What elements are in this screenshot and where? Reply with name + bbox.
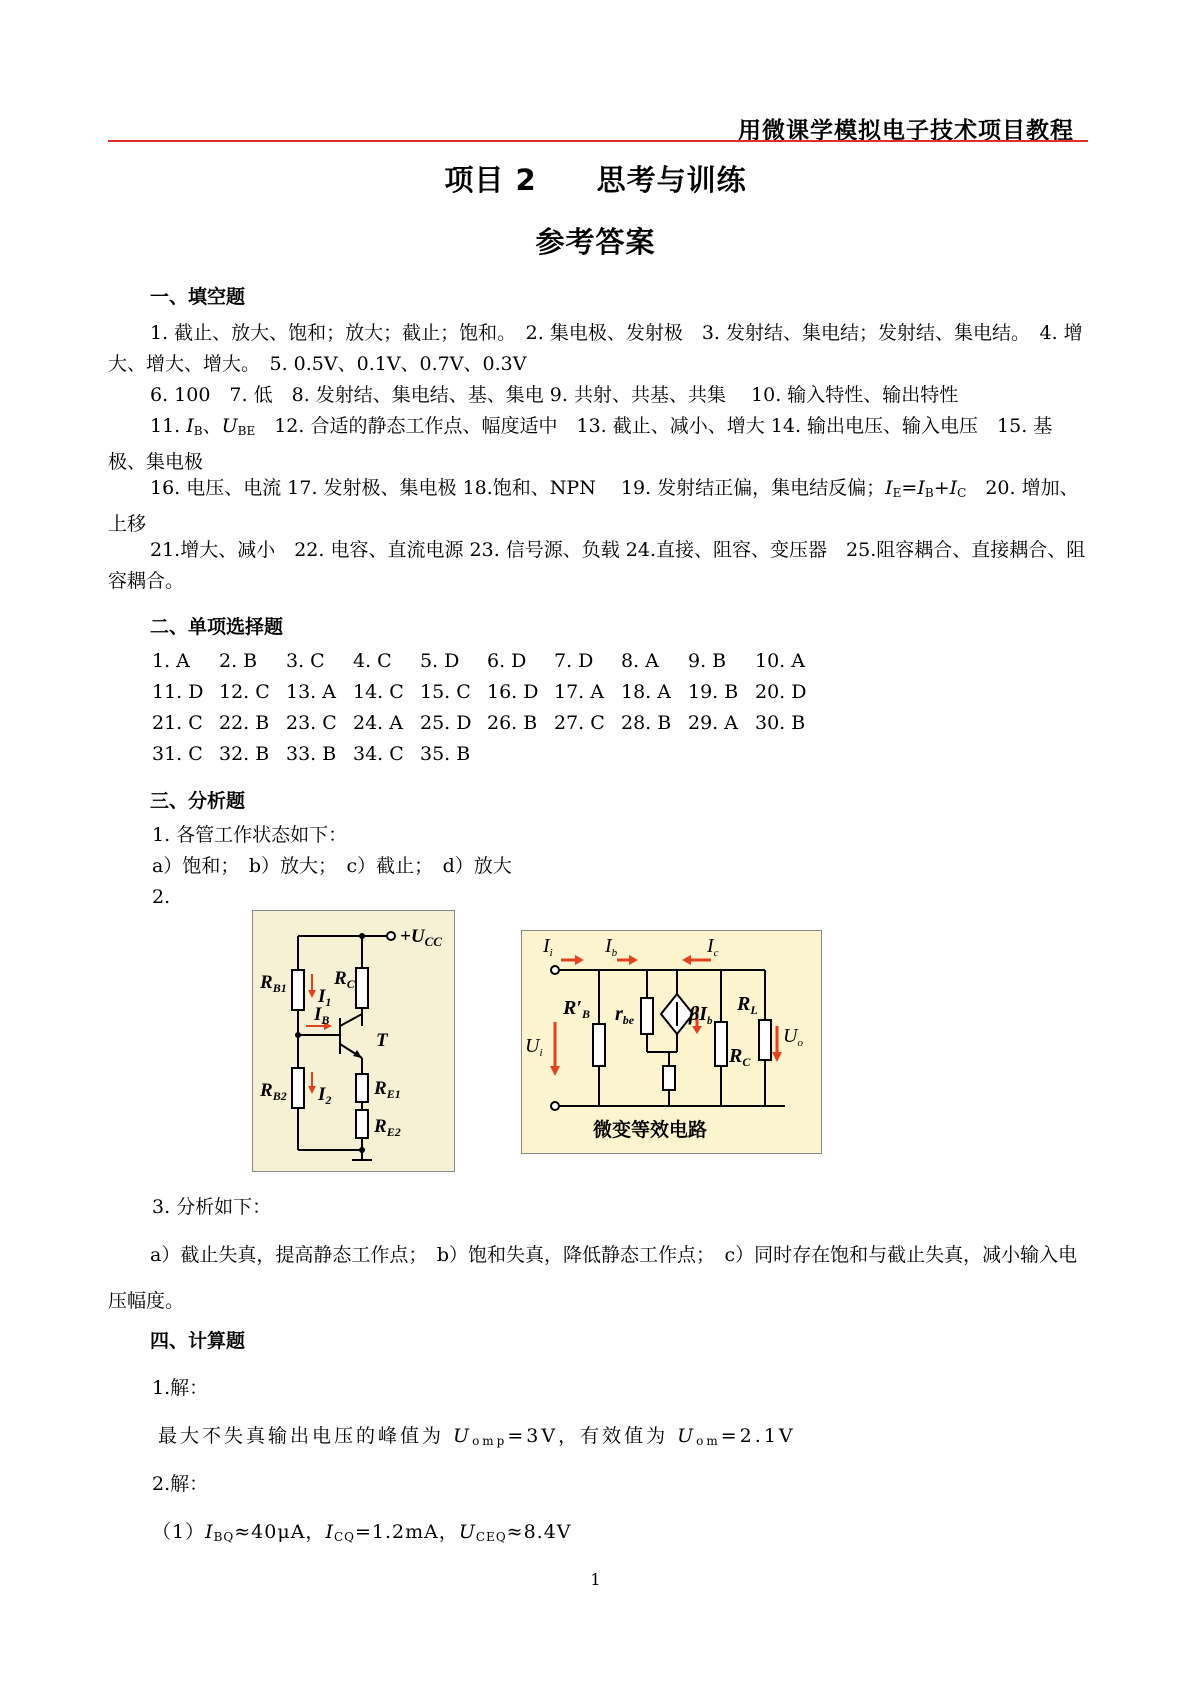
label-rb2: R [260, 1080, 273, 1101]
fill-line-4-plus: + [933, 477, 950, 499]
choice-answer: 34. C [353, 743, 404, 765]
symbol-ib-sub: B [193, 424, 203, 438]
choice-answer-row [152, 677, 822, 708]
section-heading-analysis: 三、分析题 [150, 790, 246, 812]
fill-line-5: 21.增大、减小 22. 电容、直流电源 23. 信号源、负载 24.直接、阻容、变压器 25.阻容耦合、直接耦合、阻容耦合。 [108, 539, 1086, 592]
label-ui: U [525, 1035, 540, 1057]
equivalent-circuit-caption: 微变等效电路 [593, 1119, 708, 1141]
section-heading-calc: 四、计算题 [150, 1330, 246, 1352]
resistor-rb2-icon [292, 1068, 304, 1108]
choice-answer: 20. D [755, 681, 807, 703]
choice-answer: 10. A [755, 650, 805, 672]
symbol-ic: I [949, 477, 958, 499]
choice-answer: 29. A [688, 712, 738, 734]
label-i2: I [318, 1084, 326, 1105]
choice-answer: 12. C [219, 681, 270, 703]
bias-circuit-diagram [252, 910, 455, 1172]
choice-answer: 28. B [621, 712, 672, 734]
symbol-ie-sub: E [892, 486, 902, 500]
page-title: 项目 2 思考与训练 [444, 163, 747, 197]
symbol-ube-sub: BE [237, 424, 256, 438]
label-transistor: T [376, 1030, 388, 1051]
choice-answer: 16. D [487, 681, 539, 703]
label-ii: I [543, 935, 550, 957]
symbol-ie: I [885, 477, 893, 499]
section-heading-fill: 一、填空题 [150, 286, 246, 308]
choice-answer: 23. C [286, 712, 337, 734]
choice-answer: 8. A [621, 650, 659, 672]
fill-line-4-text: 16. 电压、电流 17. 发射极、集电极 18.饱和、NPN 19. 发射结正偏，集电结反偏； [150, 477, 886, 499]
choice-answer: 2. B [219, 650, 258, 672]
choice-answer: 31. C [152, 743, 203, 765]
resistor-rb-prime-icon [593, 1024, 605, 1066]
choice-answer: 3. C [286, 650, 325, 672]
label-vcc-sub: CC [424, 934, 442, 949]
choice-answer: 9. B [688, 650, 727, 672]
label-rbe: r [615, 1003, 623, 1025]
choice-answer: 27. C [554, 712, 605, 734]
label-rb-prime-sub: B [581, 1007, 590, 1021]
label-uo: U [783, 1025, 798, 1047]
label-rc-sub: C [346, 977, 355, 991]
fill-line-3-num: 11. [150, 415, 187, 437]
label-re2-sub: E2 [386, 1125, 401, 1139]
symbol-uomp-sub: omp [472, 1434, 508, 1448]
choice-answer: 17. A [554, 681, 604, 703]
symbol-uceq: U [458, 1521, 476, 1543]
resistor-rb1-icon [292, 970, 304, 1010]
calc-2-text-d: ≈8.4V [506, 1521, 572, 1543]
fill-answers-11-15 [108, 411, 1088, 478]
calc-solution-1: 1.解： [152, 1377, 209, 1399]
choice-answer: 35. B [420, 743, 471, 765]
choice-answer: 24. A [353, 712, 403, 734]
choice-answer: 32. B [219, 743, 270, 765]
fill-line-1: 1. 截止、放大、饱和；放大；截止；饱和。 2. 集电极、发射极 3. 发射结、集电结；发射结、集电结。 4. 增大、增大、增大。 5. 0.5V、0.1V、0.7V、0.3V [108, 322, 1083, 375]
page-number: 1 [590, 1570, 601, 1589]
symbol-ic-sub: C [957, 486, 967, 500]
label-vcc: +U [400, 926, 425, 947]
choice-answer: 26. B [487, 712, 538, 734]
label-i1: I [318, 986, 326, 1007]
symbol-ib: I [186, 415, 194, 437]
choice-answer: 25. D [420, 712, 472, 734]
fill-answers-6-10 [108, 380, 1088, 411]
bias-circuit-frame [253, 911, 455, 1172]
label-rb-prime: R′ [563, 997, 582, 1019]
equivalent-circuit-diagram [521, 930, 822, 1154]
calc-solution-2: 2.解： [152, 1473, 209, 1495]
analysis-q3-answer [108, 1232, 1088, 1324]
label-ib-phasor-sub: b [611, 947, 618, 959]
choice-answer: 30. B [755, 712, 806, 734]
symbol-icq-sub: CQ [333, 1530, 355, 1544]
symbol-ibq: I [205, 1521, 214, 1543]
label-ib-sub: B [321, 1013, 330, 1027]
symbol-uom: U [677, 1425, 697, 1447]
fill-line-4-rest: 20. 增加、上移 [108, 477, 1079, 535]
choice-answer: 22. B [219, 712, 270, 734]
choice-answer: 1. A [152, 650, 190, 672]
resistor-re2-icon [356, 1110, 368, 1138]
label-re2: R [374, 1116, 387, 1137]
symbol-uom-sub: om [696, 1434, 721, 1448]
choice-answer: 13. A [286, 681, 336, 703]
label-rb1: R [260, 972, 273, 993]
resistor-rbe-icon [641, 998, 653, 1034]
choice-answer: 7. D [554, 650, 594, 672]
fill-answers-21-25 [108, 535, 1088, 597]
choice-answer: 15. C [420, 681, 471, 703]
symbol-uomp: U [453, 1425, 473, 1447]
resistor-rc-icon [356, 968, 368, 1008]
resistor-re1-icon [356, 1074, 368, 1102]
resistor-rl-icon [759, 1020, 771, 1060]
choice-answer: 6. D [487, 650, 527, 672]
label-re1-sub: E1 [386, 1087, 401, 1101]
calc-2-text-c: =1.2mA， [354, 1521, 459, 1543]
label-beta-ib-sub: b [707, 1015, 713, 1027]
choice-answer: 14. C [353, 681, 404, 703]
choice-answer-grid [152, 646, 822, 770]
calc-1-text-b: =3V，有效值为 [507, 1425, 678, 1447]
symbol-uceq-sub: CEQ [475, 1530, 507, 1544]
choice-answer: 21. C [152, 712, 203, 734]
symbol-ib-2-sub: B [924, 486, 934, 500]
page-subtitle: 参考答案 [535, 225, 656, 259]
book-title: 用微课学模拟电子技术项目教程 [738, 118, 1074, 144]
calc-2-text-b: ≈40μA， [234, 1521, 326, 1543]
fill-answers-1-5 [108, 318, 1088, 380]
symbol-ib-2: I [917, 477, 925, 499]
calc-solution-1-answer [158, 1421, 796, 1456]
resistor-rc-icon [715, 1022, 727, 1066]
label-ii-sub: i [549, 947, 553, 959]
analysis-q3: 3. 分析如下： [152, 1196, 272, 1218]
resistor-emitter-icon [663, 1066, 675, 1090]
analysis-q2: 2. [152, 886, 171, 908]
label-rl-sub: L [750, 1003, 758, 1017]
label-rl: R [737, 993, 751, 1015]
label-rc-eq: R [729, 1045, 743, 1067]
analysis-q3-answer-text: a）截止失真，提高静态工作点； b）饱和失真，降低静态工作点； c）同时存在饱和与截止失真，减小输入电压幅度。 [108, 1244, 1078, 1312]
fill-line-4-eq: = [901, 477, 918, 499]
calc-solution-2-answer [152, 1517, 572, 1552]
symbol-ibq-sub: BQ [213, 1530, 235, 1544]
choice-answer-row [152, 646, 822, 677]
calc-1-text-c: =2.1V [720, 1425, 796, 1447]
symbol-ube: U [221, 415, 238, 437]
choice-answer: 5. D [420, 650, 460, 672]
fill-line-3-sep: 、 [202, 415, 222, 437]
label-rc: R [334, 968, 347, 989]
choice-answer: 33. B [286, 743, 337, 765]
label-ib-phasor: I [605, 935, 612, 957]
section-heading-choice: 二、单项选择题 [150, 616, 284, 638]
choice-answer-row [152, 739, 822, 770]
choice-answer: 4. C [353, 650, 392, 672]
label-ui-sub: i [539, 1047, 543, 1059]
label-uo-sub: o [797, 1037, 803, 1049]
label-ib: I [314, 1004, 322, 1025]
label-ic-phasor-sub: c [713, 947, 719, 959]
choice-answer: 18. A [621, 681, 671, 703]
symbol-icq: I [325, 1521, 334, 1543]
header-rule [108, 140, 1088, 142]
label-rc-eq-sub: C [742, 1055, 751, 1069]
label-beta-ib: βI [689, 1003, 708, 1025]
label-rbe-sub: be [622, 1013, 635, 1027]
running-header [108, 108, 1088, 142]
label-i1-sub: 1 [325, 995, 332, 1009]
label-re1: R [374, 1078, 387, 1099]
calc-2-text-a: （1） [152, 1521, 206, 1543]
label-i2-sub: 2 [325, 1093, 332, 1107]
analysis-q1-answer: a）饱和； b）放大； c）截止； d）放大 [152, 855, 512, 877]
choice-answer-row [152, 708, 822, 739]
fill-answers-16-20 [108, 473, 1088, 540]
label-ic-phasor: I [707, 935, 714, 957]
fill-line-2: 6. 100 7. 低 8. 发射结、集电结、基、集电 9. 共射、共基、共集 10. 输入特性、输出特性 [150, 384, 959, 406]
choice-answer: 19. B [688, 681, 739, 703]
label-rb1-sub: B1 [272, 981, 287, 995]
label-rb2-sub: B2 [272, 1089, 287, 1103]
analysis-q1: 1. 各管工作状态如下： [152, 824, 348, 846]
calc-1-text-a: 最大不失真输出电压的峰值为 [158, 1425, 454, 1447]
fill-line-3-rest: 12. 合适的静态工作点、幅度适中 13. 截止、减小、增大 14. 输出电压、输入电压 15. 基极、集电极 [108, 415, 1053, 473]
choice-answer: 11. D [152, 681, 204, 703]
